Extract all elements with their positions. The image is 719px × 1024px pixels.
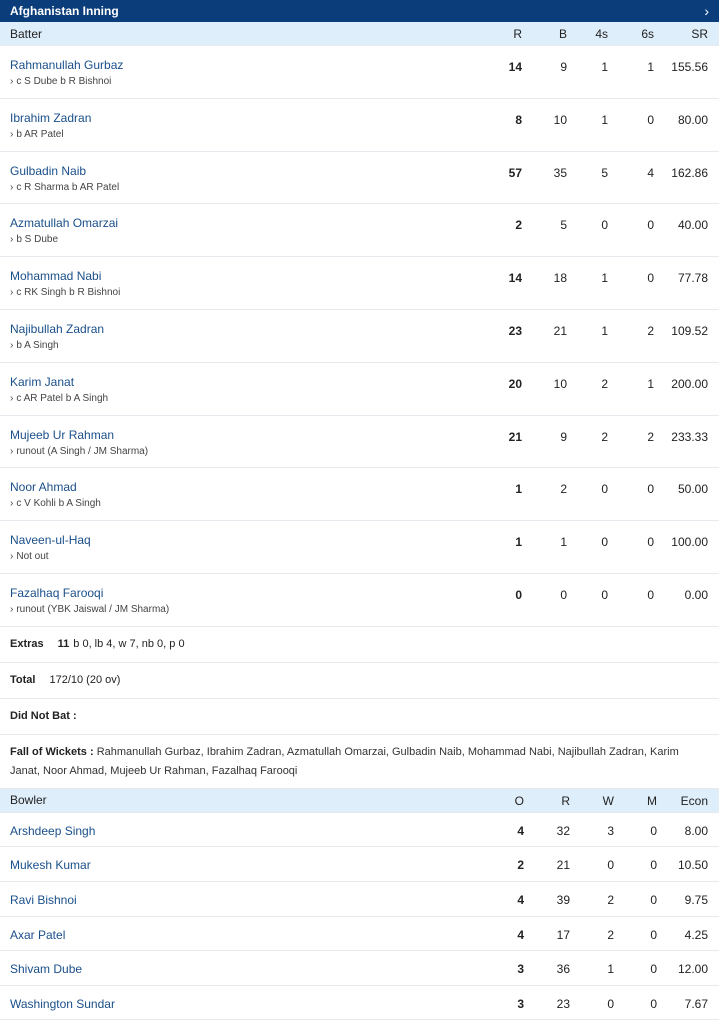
batter-name-link[interactable]: Karim Janat: [10, 374, 75, 389]
table-row: [0, 152, 719, 205]
dismissal-text: runout (YBK Jaiswal / JM Sharma): [16, 603, 170, 615]
balls-cell: 9: [560, 60, 567, 74]
chevron-right-icon: ›: [10, 551, 14, 563]
maidens-cell: 0: [650, 927, 657, 942]
table-row: [0, 257, 719, 310]
fall-of-wickets-label: Fall of Wickets :: [10, 745, 94, 758]
chevron-right-icon: ›: [10, 287, 14, 299]
strike-rate-cell: 0.00: [684, 587, 708, 602]
table-row: [0, 46, 719, 99]
table-row: [0, 951, 719, 986]
wickets-cell: 3: [607, 823, 614, 838]
overs-cell: 2: [517, 858, 524, 873]
bowler-name-link[interactable]: Axar Patel: [10, 927, 66, 942]
sixes-column-header: 6s: [641, 27, 654, 41]
runs-column-header: R: [513, 27, 522, 41]
did-not-bat-label: Did Not Bat :: [10, 710, 77, 723]
economy-cell: 10.50: [677, 858, 708, 873]
dismissal-text: b S Dube: [16, 234, 59, 246]
table-row: [0, 468, 719, 521]
fall-of-wickets-row: [0, 735, 719, 789]
bowling-header-row: [0, 789, 719, 813]
dismissal-text: c R Sharma b AR Patel: [16, 181, 120, 193]
fall-of-wickets-text: Rahmanullah Gurbaz, Ibrahim Zadran, Azmatullah Omarzai, Gulbadin Naib, Mohammad Nabi, Najibullah Zadran, Karim Janat, Noor Ahmad, Mujeeb Ur Rahman, Fazalhaq Farooqi: [10, 745, 679, 777]
fours-cell: 0: [601, 482, 608, 497]
runs-conceded-cell: 17: [556, 927, 570, 942]
strike-rate-cell: 77.78: [677, 271, 708, 286]
overs-cell: 3: [517, 962, 524, 977]
runs-cell: 23: [508, 323, 522, 338]
maidens-cell: 0: [650, 823, 657, 838]
sixes-cell: 2: [647, 429, 654, 444]
maidens-cell: 0: [650, 996, 657, 1011]
bowler-name-link[interactable]: Ravi Bishnoi: [10, 892, 77, 907]
batter-name-link[interactable]: Ibrahim Zadran: [10, 110, 92, 125]
dismissal-info[interactable]: [10, 340, 59, 351]
batter-name-link[interactable]: Azmatullah Omarzai: [10, 216, 119, 231]
fours-cell: 2: [601, 376, 608, 391]
maidens-cell: 0: [650, 858, 657, 873]
batter-name-link[interactable]: Fazalhaq Farooqi: [10, 585, 104, 600]
dismissal-info[interactable]: [10, 129, 64, 140]
fours-cell: 1: [601, 60, 608, 74]
batting-table: [0, 46, 719, 627]
balls-cell: 1: [560, 535, 567, 550]
chevron-right-icon: ›: [10, 181, 14, 193]
balls-cell: 9: [560, 429, 567, 444]
batting-header-row: [0, 22, 719, 46]
runs-cell: 20: [508, 376, 522, 391]
strike-rate-cell: 100.00: [671, 535, 708, 550]
runs-conceded-cell: 21: [556, 858, 570, 873]
bowler-name-link[interactable]: Washington Sundar: [10, 996, 115, 1011]
overs-cell: 4: [517, 823, 524, 838]
dismissal-text: c AR Patel b A Singh: [16, 392, 109, 404]
bowling-table: [0, 813, 719, 1021]
chevron-right-icon: ›: [10, 128, 14, 140]
table-row: [0, 363, 719, 416]
dismissal-text: b A Singh: [16, 339, 59, 351]
extras-total: 11: [57, 638, 70, 651]
balls-cell: 18: [553, 271, 567, 286]
extras-detail: b 0, lb 4, w 7, nb 0, p 0: [73, 638, 185, 651]
overs-cell: 4: [517, 927, 524, 942]
overs-cell: 4: [517, 892, 524, 907]
dismissal-info[interactable]: [10, 604, 169, 615]
runs-conceded-cell: 36: [556, 962, 570, 977]
balls-column-header: B: [558, 27, 567, 41]
chevron-right-icon: ›: [10, 392, 14, 404]
dismissal-text: c S Dube b R Bishnoi: [16, 76, 112, 87]
balls-cell: 10: [553, 376, 567, 391]
table-row: [0, 416, 719, 469]
wickets-column-header: W: [602, 793, 614, 808]
table-row: [0, 917, 719, 952]
innings-title: Afghanistan Inning: [10, 4, 119, 18]
table-row: [0, 986, 719, 1021]
chevron-right-icon: ›: [10, 234, 14, 246]
total-label: Total: [10, 674, 36, 687]
fours-cell: 0: [601, 587, 608, 602]
economy-column-header: Econ: [680, 793, 708, 808]
bowler-name-link[interactable]: Mukesh Kumar: [10, 858, 91, 873]
chevron-right-icon: ›: [10, 76, 14, 87]
runs-cell: 2: [515, 218, 522, 233]
fours-cell: 1: [601, 323, 608, 338]
sixes-cell: 1: [647, 60, 654, 74]
economy-cell: 8.00: [684, 823, 708, 838]
dismissal-text: Not out: [16, 551, 49, 563]
fours-column-header: 4s: [595, 27, 608, 41]
fours-cell: 0: [601, 218, 608, 233]
fours-cell: 5: [601, 165, 608, 180]
sixes-cell: 0: [647, 218, 654, 233]
fours-cell: 1: [601, 112, 608, 127]
dismissal-info[interactable]: [10, 446, 148, 457]
strike-rate-cell: 80.00: [677, 112, 708, 127]
extras-label: Extras: [10, 638, 44, 651]
economy-cell: 7.67: [684, 996, 708, 1011]
chevron-right-icon: ›: [10, 603, 14, 615]
extras-row: [0, 627, 719, 663]
maidens-cell: 0: [650, 962, 657, 977]
runs-cell: 1: [515, 482, 522, 497]
economy-cell: 4.25: [684, 927, 708, 942]
balls-cell: 35: [553, 165, 567, 180]
strike-rate-cell: 162.86: [671, 165, 708, 180]
sixes-cell: 0: [647, 482, 654, 497]
strike-rate-cell: 109.52: [671, 323, 708, 338]
chevron-right-icon: ›: [10, 498, 14, 510]
balls-cell: 0: [560, 587, 567, 602]
dismissal-info[interactable]: [10, 76, 111, 87]
strike-rate-cell: 155.56: [671, 60, 708, 74]
runs-cell: 57: [508, 165, 522, 180]
dismissal-info[interactable]: [10, 234, 58, 245]
bowler-column-header: Bowler: [10, 793, 47, 808]
batter-name-link[interactable]: Mujeeb Ur Rahman: [10, 427, 115, 442]
table-row: [0, 204, 719, 257]
table-row: [0, 99, 719, 152]
dismissal-text: runout (A Singh / JM Sharma): [16, 445, 149, 457]
balls-cell: 10: [553, 112, 567, 127]
dismissal-text: c V Kohli b A Singh: [16, 498, 101, 510]
bowler-name-link[interactable]: Arshdeep Singh: [10, 823, 96, 838]
chevron-right-icon: ›: [10, 339, 14, 351]
runs-conceded-cell: 39: [556, 892, 570, 907]
dismissal-info[interactable]: [10, 498, 101, 509]
balls-cell: 2: [560, 482, 567, 497]
strike-rate-cell: 40.00: [677, 218, 708, 233]
dismissal-text: c RK Singh b R Bishnoi: [16, 287, 121, 299]
sixes-cell: 0: [647, 587, 654, 602]
sixes-cell: 1: [647, 376, 654, 391]
table-row: [0, 521, 719, 574]
chevron-right-icon: ›: [10, 445, 14, 457]
wickets-cell: 1: [607, 962, 614, 977]
maidens-column-header: M: [647, 793, 657, 808]
dismissal-info[interactable]: [10, 287, 120, 298]
fours-cell: 0: [601, 535, 608, 550]
balls-cell: 21: [553, 323, 567, 338]
dismissal-info[interactable]: [10, 551, 49, 562]
did-not-bat-row: [0, 699, 719, 735]
runs-cell: 0: [515, 587, 522, 602]
runs-conceded-column-header: R: [561, 793, 570, 808]
fours-cell: 2: [601, 429, 608, 444]
batter-name-link[interactable]: Mohammad Nabi: [10, 269, 102, 284]
table-row: [0, 813, 719, 848]
overs-cell: 3: [517, 996, 524, 1011]
innings-header[interactable]: [0, 0, 719, 22]
sixes-cell: 4: [647, 165, 654, 180]
fours-cell: 1: [601, 271, 608, 286]
wickets-cell: 0: [607, 858, 614, 873]
sixes-cell: 0: [647, 271, 654, 286]
runs-cell: 8: [515, 112, 522, 127]
economy-cell: 12.00: [677, 962, 708, 977]
runs-cell: 14: [508, 271, 522, 286]
sixes-cell: 0: [647, 535, 654, 550]
sixes-cell: 0: [647, 112, 654, 127]
chevron-right-icon[interactable]: ›: [704, 3, 709, 19]
wickets-cell: 0: [607, 996, 614, 1011]
dismissal-info[interactable]: [10, 182, 119, 193]
strike-rate-column-header: SR: [691, 27, 708, 41]
table-row: [0, 847, 719, 882]
wickets-cell: 2: [607, 927, 614, 942]
runs-cell: 14: [508, 60, 522, 74]
batter-name-link[interactable]: Rahmanullah Gurbaz: [10, 58, 124, 72]
strike-rate-cell: 50.00: [677, 482, 708, 497]
economy-cell: 9.75: [684, 892, 708, 907]
runs-cell: 21: [508, 429, 522, 444]
runs-conceded-cell: 32: [556, 823, 570, 838]
runs-cell: 1: [515, 535, 522, 550]
batter-name-link[interactable]: Noor Ahmad: [10, 480, 77, 495]
balls-cell: 5: [560, 218, 567, 233]
total-value: 172/10 (20 ov): [49, 674, 121, 687]
batter-name-link[interactable]: Naveen-ul-Haq: [10, 533, 91, 548]
maidens-cell: 0: [650, 892, 657, 907]
runs-conceded-cell: 23: [556, 996, 570, 1011]
strike-rate-cell: 200.00: [671, 376, 708, 391]
bowler-name-link[interactable]: Shivam Dube: [10, 962, 83, 977]
dismissal-text: b AR Patel: [16, 128, 64, 140]
strike-rate-cell: 233.33: [671, 429, 708, 444]
total-row: [0, 663, 719, 699]
sixes-cell: 2: [647, 323, 654, 338]
overs-column-header: O: [514, 793, 524, 808]
table-row: [0, 574, 719, 627]
table-row: [0, 310, 719, 363]
batter-name-link[interactable]: Najibullah Zadran: [10, 321, 105, 336]
dismissal-info[interactable]: [10, 393, 108, 404]
table-row: [0, 882, 719, 917]
batter-name-link[interactable]: Gulbadin Naib: [10, 163, 87, 178]
batter-column-header: Batter: [10, 26, 43, 41]
wickets-cell: 2: [607, 892, 614, 907]
